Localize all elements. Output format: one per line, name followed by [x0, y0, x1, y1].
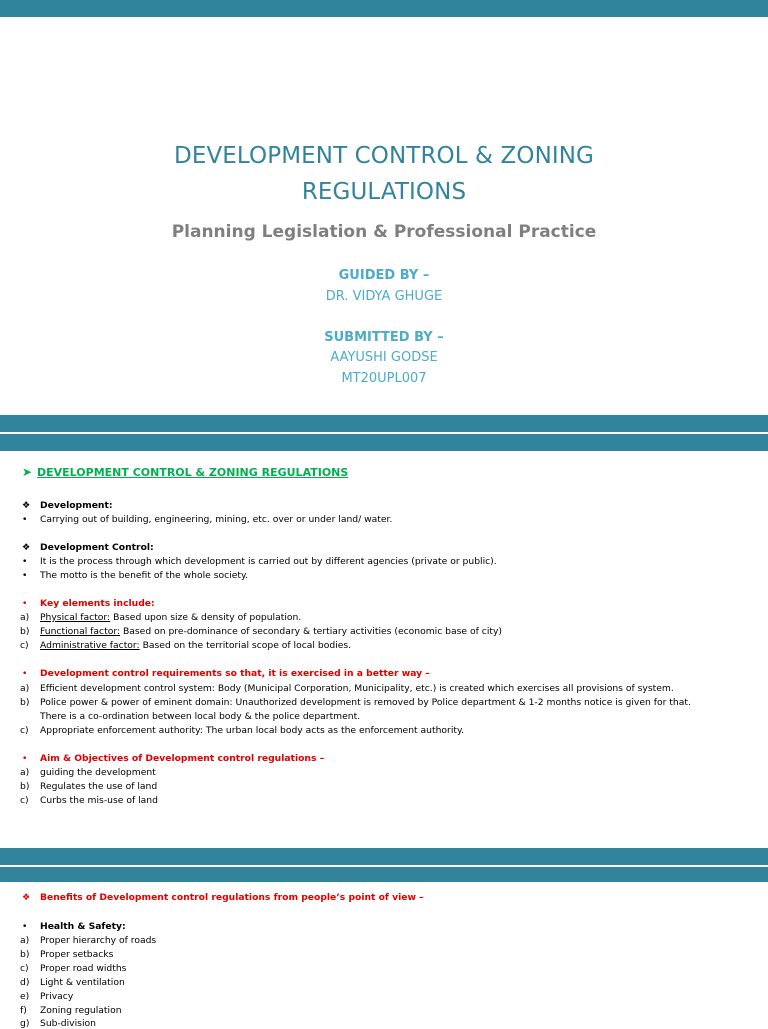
bullet-icon: •: [22, 570, 28, 581]
list-item: Sub-division: [40, 1018, 96, 1029]
title-line-2: REGULATIONS: [301, 179, 467, 205]
list-marker: c): [20, 725, 29, 736]
list-item-text: Based upon size & density of population.: [110, 612, 302, 623]
section-heading: DEVELOPMENT CONTROL & ZONING REGULATIONS: [37, 466, 349, 479]
list-item-label: Administrative factor:: [40, 640, 140, 651]
benefits-title: Benefits of Development control regulations from people’s point of view –: [40, 892, 424, 903]
submitted-by-label: SUBMITTED BY –: [324, 330, 444, 345]
guided-by-label: GUIDED BY –: [338, 268, 430, 283]
list-item: Efficient development control system: Body (Municipal Corporation, Municipality, etc.) is created which exercises all provisions of system.: [40, 683, 674, 694]
list-item: [40, 626, 502, 637]
list-marker: b): [20, 781, 30, 792]
list-item: Curbs the mis-use of land: [40, 795, 158, 806]
list-marker: g): [20, 1018, 30, 1029]
list-item: Proper setbacks: [40, 949, 114, 960]
list-marker: a): [20, 683, 30, 694]
guide-name: DR. VIDYA GHUGE: [325, 289, 443, 304]
divider-band: [0, 415, 768, 432]
arrow-bullet-icon: ➤: [22, 465, 33, 479]
page-title: [0, 138, 768, 210]
bullet-icon: •: [22, 514, 28, 525]
list-marker: e): [20, 991, 30, 1002]
list-item: Regulates the use of land: [40, 781, 158, 792]
title-line-1: DEVELOPMENT CONTROL & ZONING: [174, 143, 594, 169]
list-item-label: Physical factor:: [40, 612, 111, 623]
diamond-bullet-icon: ❖: [22, 500, 31, 511]
list-marker: b): [20, 949, 30, 960]
bullet-icon: •: [22, 668, 28, 679]
bullet-icon: •: [22, 753, 28, 764]
dc-item: The motto is the benefit of the whole society.: [40, 570, 249, 581]
subtitle: Planning Legislation & Professional Practice: [171, 222, 597, 242]
student-name: AAYUSHI GODSE: [330, 350, 438, 365]
aim-title: Aim & Objectives of Development control regulations –: [40, 753, 325, 764]
dc-item: It is the process through which development is carried out by different agencies (private or public).: [40, 556, 497, 567]
list-item: Proper hierarchy of roads: [40, 935, 157, 946]
list-item: [40, 640, 351, 651]
list-marker: b): [20, 626, 30, 637]
list-item: [40, 612, 301, 623]
list-item: Zoning regulation: [40, 1005, 122, 1016]
divider-band: [0, 434, 768, 451]
bullet-icon: •: [22, 921, 28, 932]
divider-band: [0, 848, 768, 865]
list-item: Privacy: [40, 991, 74, 1002]
list-item: guiding the development: [40, 767, 156, 778]
list-marker: c): [20, 795, 29, 806]
development-title: Development:: [40, 500, 113, 511]
list-item-continuation: There is a co-ordination between local body & the police department.: [40, 711, 361, 722]
development-item: Carrying out of building, engineering, mining, etc. over or under land/ water.: [40, 514, 393, 525]
list-item: Proper road widths: [40, 963, 127, 974]
list-item: Appropriate enforcement authority: The urban local body acts as the enforcement authority.: [40, 725, 465, 736]
top-band: [0, 0, 768, 17]
list-item-text: Based on pre-dominance of secondary & tertiary activities (economic base of city): [120, 626, 503, 637]
diamond-bullet-icon: ❖: [22, 892, 31, 903]
student-id: MT20UPL007: [341, 371, 427, 386]
requirements-title: Development control requirements so that, it is exercised in a better way –: [40, 668, 430, 679]
list-marker: a): [20, 767, 30, 778]
bullet-icon: •: [22, 556, 28, 567]
health-title: Health & Safety:: [40, 921, 126, 932]
list-marker: c): [20, 640, 29, 651]
list-item-text: Based on the territorial scope of local bodies.: [139, 640, 352, 651]
divider-band: [0, 867, 768, 882]
list-marker: a): [20, 612, 30, 623]
list-item: Police power & power of eminent domain: Unauthorized development is removed by Police department & 1-2 months notice is given for that.: [40, 697, 691, 708]
list-marker: a): [20, 935, 30, 946]
list-marker: c): [20, 963, 29, 974]
bullet-icon: •: [22, 598, 28, 609]
list-marker: b): [20, 697, 30, 708]
list-marker: f): [20, 1005, 27, 1016]
key-elements-title: Key elements include:: [40, 598, 155, 609]
diamond-bullet-icon: ❖: [22, 542, 31, 553]
list-item: Light & ventilation: [40, 977, 125, 988]
list-marker: d): [20, 977, 30, 988]
dc-title: Development Control:: [40, 542, 154, 553]
list-item-label: Functional factor:: [40, 626, 121, 637]
